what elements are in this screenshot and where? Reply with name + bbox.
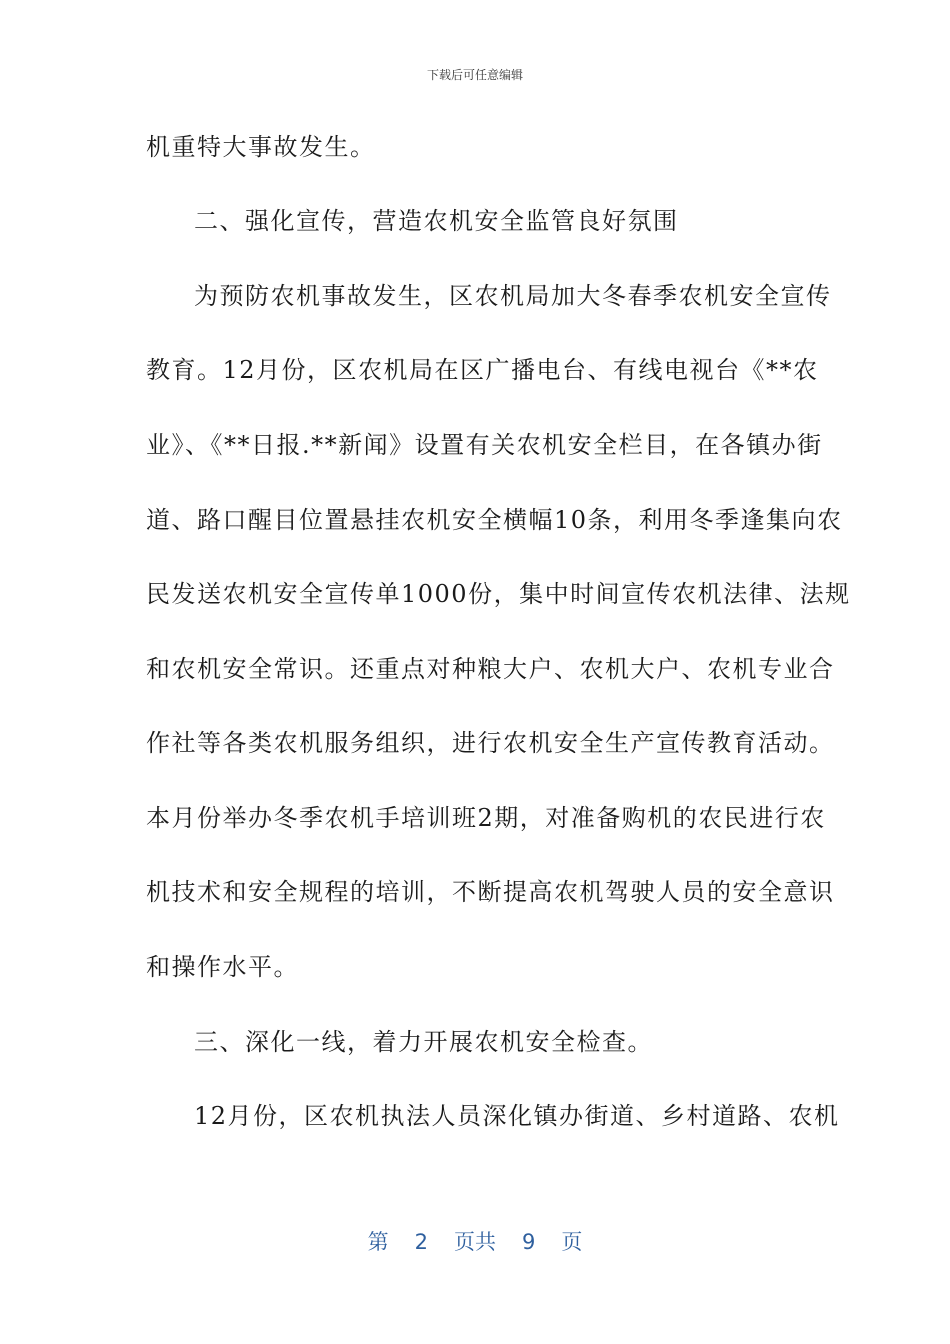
text-line: 本月份举办冬季农机手培训班2期，对准备购机的农民进行农: [146, 804, 826, 832]
page-prefix: 第: [367, 1230, 389, 1254]
page-middle: 页共: [454, 1230, 496, 1254]
text-line: 民发送农机安全宣传单1000份，集中时间宣传农机法律、法规: [146, 580, 851, 608]
text-line: 作社等各类农机服务组织，进行农机安全生产宣传教育活动。: [146, 729, 835, 757]
text-line: 和农机安全常识。还重点对种粮大户、农机大户、农机专业合: [146, 655, 835, 683]
text-line: 道、路口醒目位置悬挂农机安全横幅10条，利用冬季逢集向农: [146, 506, 843, 534]
text-line: 12月份，区农机执法人员深化镇办街道、乡村道路、农机: [194, 1102, 840, 1130]
section-heading: 二、强化宣传，营造农机安全监管良好氛围: [194, 207, 679, 235]
header-note: 下载后可任意编辑: [426, 68, 523, 82]
text-line: 和操作水平。: [146, 953, 299, 981]
text-line: 机技术和安全规程的培训，不断提高农机驾驶人员的安全意识: [146, 878, 835, 906]
section-heading: 三、深化一线，着力开展农机安全检查。: [194, 1028, 653, 1056]
text-line: 教育。12月份，区农机局在区广播电台、有线电视台《**农: [146, 356, 819, 384]
text-line: 业》、《**日报.**新闻》设置有关农机安全栏目，在各镇办街: [146, 431, 823, 459]
total-pages: 9: [522, 1230, 536, 1254]
text-line: 为预防农机事故发生，区农机局加大冬春季农机安全宣传: [194, 282, 832, 310]
page-suffix: 页: [561, 1230, 583, 1254]
text-line: 机重特大事故发生。: [146, 133, 376, 161]
page-footer: [0, 1226, 950, 1256]
current-page: 2: [414, 1230, 428, 1254]
